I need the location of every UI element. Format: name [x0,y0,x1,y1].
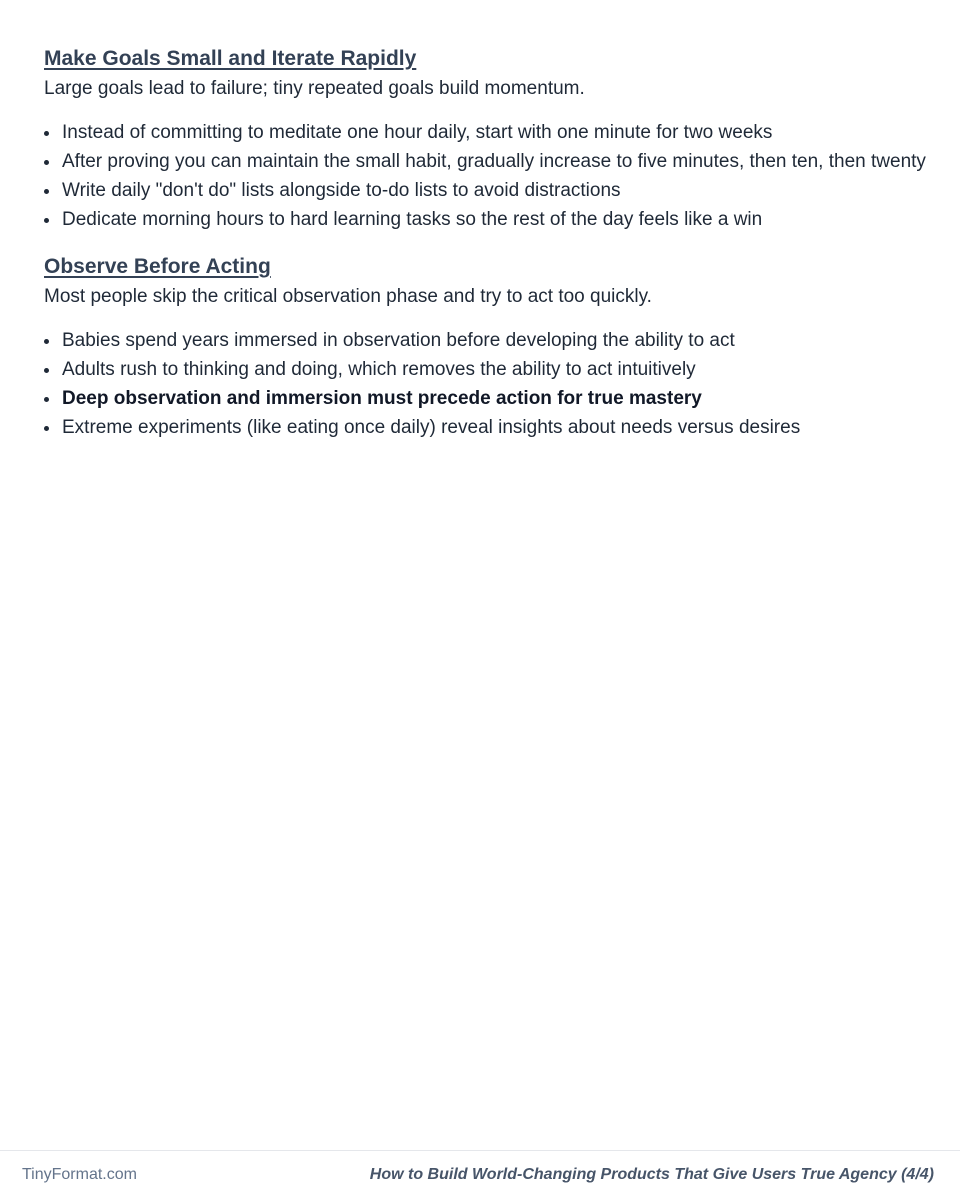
bullet-list [44,326,924,442]
section-intro: Most people skip the critical observation phase and try to act too quickly. [44,286,652,307]
section-intro: Large goals lead to failure; tiny repeated goals build momentum. [44,78,585,99]
section-observe-before-acting [44,252,924,442]
bullet-item-emphasized: Deep observation and immersion must precede action for true mastery [44,384,924,413]
bullet-item: Babies spend years immersed in observation before developing the ability to act [44,326,924,355]
bullet-item: After proving you can maintain the small habit, gradually increase to five minutes, then ten, then twenty [44,147,924,176]
bullet-list [44,118,924,234]
footer-document-title: How to Build World-Changing Products That Give Users True Agency (4/4) [369,1166,934,1183]
document-content [44,44,924,460]
bullet-item: Instead of committing to meditate one hour daily, start with one minute for two weeks [44,118,924,147]
page-footer [0,1150,960,1200]
section-heading-link[interactable]: Observe Before Acting [44,255,271,278]
footer-site-link[interactable]: TinyFormat.com [22,1166,137,1183]
bullet-item: Extreme experiments (like eating once daily) reveal insights about needs versus desires [44,413,924,442]
section-make-goals-small [44,44,924,234]
bullet-item: Write daily "don't do" lists alongside to-do lists to avoid distractions [44,176,924,205]
bullet-item: Dedicate morning hours to hard learning tasks so the rest of the day feels like a win [44,205,924,234]
section-heading-link[interactable]: Make Goals Small and Iterate Rapidly [44,47,417,70]
bullet-item: Adults rush to thinking and doing, which removes the ability to act intuitively [44,355,924,384]
